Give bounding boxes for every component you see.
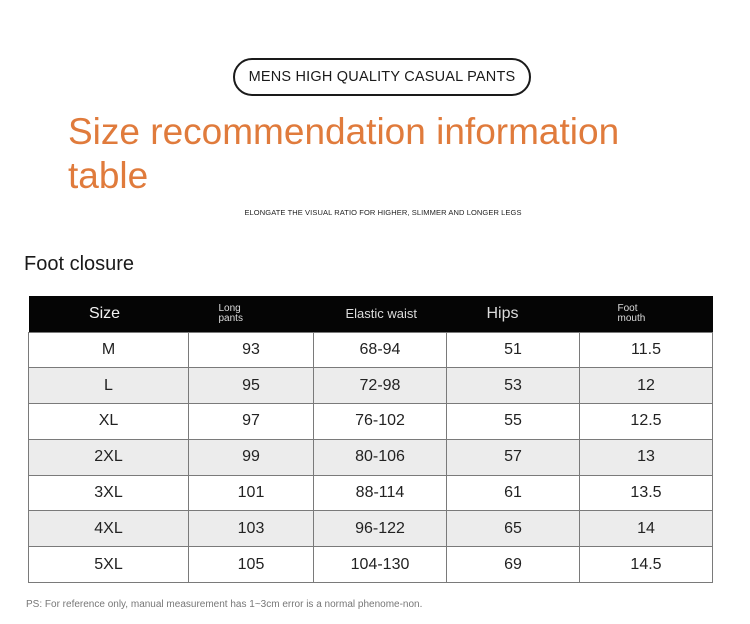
table-row xyxy=(29,511,713,547)
cell-size: 4XL xyxy=(29,511,189,547)
cell-long-pants: 103 xyxy=(189,511,314,547)
cell-foot-mouth: 13 xyxy=(580,439,713,475)
heading-line-2: table xyxy=(68,155,149,196)
cell-elastic-waist: 96-122 xyxy=(314,511,447,547)
cell-long-pants: 101 xyxy=(189,475,314,511)
header-long-pants-line1: Long xyxy=(218,302,241,314)
footnote: PS: For reference only, manual measurement has 1~3cm error is a normal phenome-non. xyxy=(26,599,423,610)
cell-size: 2XL xyxy=(29,439,189,475)
cell-size: M xyxy=(29,332,189,368)
cell-size: 5XL xyxy=(29,547,189,583)
cell-long-pants: 93 xyxy=(189,332,314,368)
cell-hips: 65 xyxy=(447,511,580,547)
cell-hips: 53 xyxy=(447,368,580,404)
header-hips: Hips xyxy=(486,304,519,322)
cell-long-pants: 105 xyxy=(189,547,314,583)
cell-hips: 61 xyxy=(447,475,580,511)
header-elastic-waist: Elastic waist xyxy=(345,306,418,322)
tagline: ELONGATE THE VISUAL RATIO FOR HIGHER, SLIMMER AND LONGER LEGS xyxy=(244,208,522,217)
table-header-row xyxy=(29,296,713,332)
cell-hips: 51 xyxy=(447,332,580,368)
page-heading xyxy=(68,110,708,198)
cell-foot-mouth: 13.5 xyxy=(580,475,713,511)
cell-foot-mouth: 11.5 xyxy=(580,332,713,368)
table-row xyxy=(29,475,713,511)
cell-elastic-waist: 76-102 xyxy=(314,404,447,440)
cell-long-pants: 95 xyxy=(189,368,314,404)
cell-elastic-waist: 68-94 xyxy=(314,332,447,368)
cell-size: 3XL xyxy=(29,475,189,511)
cell-hips: 69 xyxy=(447,547,580,583)
cell-foot-mouth: 14.5 xyxy=(580,547,713,583)
cell-size: XL xyxy=(29,404,189,440)
cell-hips: 57 xyxy=(447,439,580,475)
table-row xyxy=(29,404,713,440)
cell-size: L xyxy=(29,368,189,404)
heading-line-1: Size recommendation information xyxy=(68,111,620,152)
cell-elastic-waist: 104-130 xyxy=(314,547,447,583)
cell-long-pants: 99 xyxy=(189,439,314,475)
cell-foot-mouth: 12.5 xyxy=(580,404,713,440)
cell-long-pants: 97 xyxy=(189,404,314,440)
cell-elastic-waist: 72-98 xyxy=(314,368,447,404)
table-row xyxy=(29,547,713,583)
header-foot-mouth-line2: mouth xyxy=(617,312,646,324)
header-long-pants xyxy=(189,296,314,332)
table-row xyxy=(29,439,713,475)
cell-elastic-waist: 80-106 xyxy=(314,439,447,475)
table-row xyxy=(29,368,713,404)
cell-foot-mouth: 14 xyxy=(580,511,713,547)
table-row xyxy=(29,332,713,368)
header-foot-mouth-line1: Foot xyxy=(617,302,638,314)
cell-hips: 55 xyxy=(447,404,580,440)
header-long-pants-line2: pants xyxy=(218,312,243,324)
header-size: Size xyxy=(88,304,121,322)
cell-elastic-waist: 88-114 xyxy=(314,475,447,511)
header-foot-mouth xyxy=(580,296,713,332)
section-title: Foot closure xyxy=(24,253,135,275)
size-table xyxy=(28,296,713,583)
cell-foot-mouth: 12 xyxy=(580,368,713,404)
product-badge: MENS HIGH QUALITY CASUAL PANTS xyxy=(233,58,531,96)
